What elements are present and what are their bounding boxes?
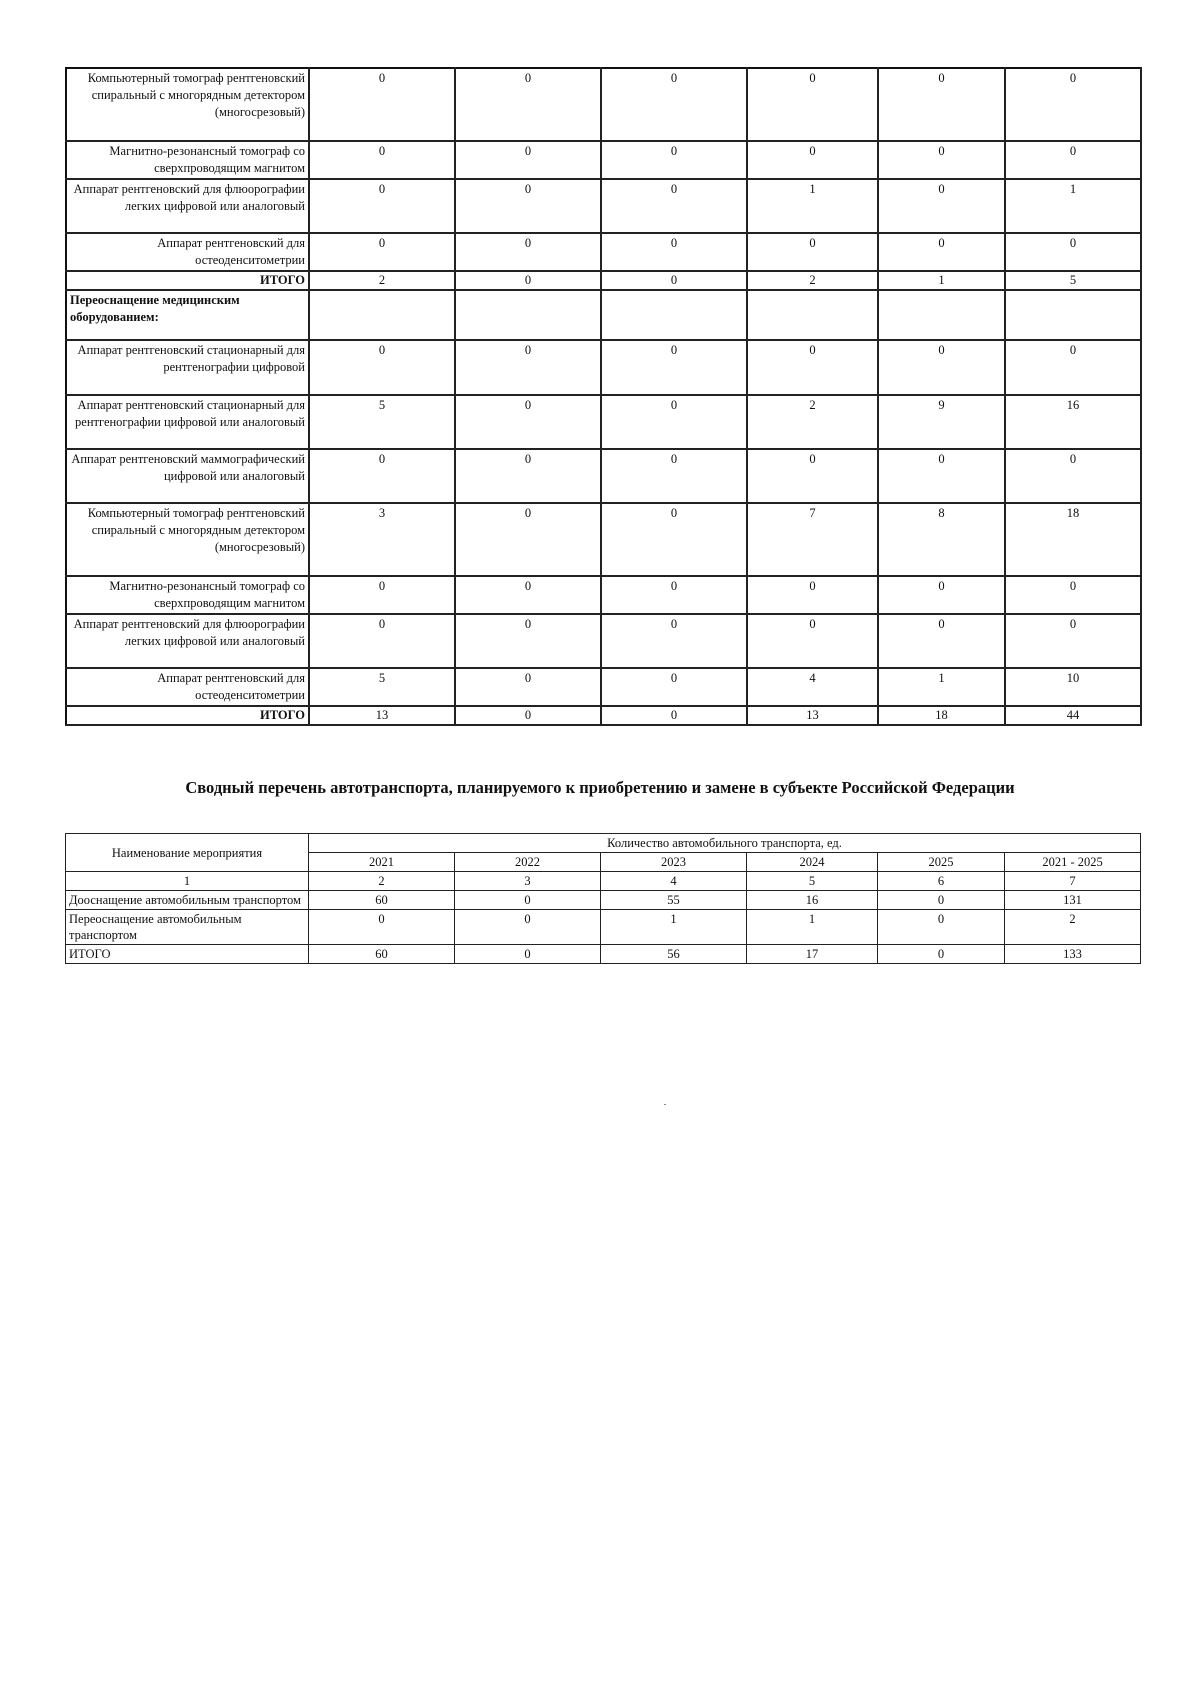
value-cell: 0 — [601, 614, 747, 668]
scan-speck — [664, 1104, 666, 1105]
row-label-cell: ИТОГО — [66, 271, 309, 290]
auto-column-numbers-row — [66, 872, 1141, 891]
value-cell: 0 — [878, 68, 1005, 141]
year-header-cell: 2024 — [747, 853, 878, 872]
value-cell: 16 — [1005, 395, 1141, 449]
year-header-cell: 2023 — [601, 853, 747, 872]
table-row — [66, 891, 1141, 910]
auto-transport-table — [65, 833, 1141, 964]
value-cell: 0 — [455, 945, 601, 964]
value-cell: 0 — [747, 340, 878, 395]
auto-header-row — [66, 834, 1141, 853]
table-row — [66, 395, 1141, 449]
column-number-cell: 2 — [309, 872, 455, 891]
value-cell — [878, 290, 1005, 340]
value-cell: 1 — [878, 668, 1005, 706]
value-cell: 0 — [309, 68, 455, 141]
year-header-cell: 2021 — [309, 853, 455, 872]
value-cell: 9 — [878, 395, 1005, 449]
row-label-cell: Переоснащение автомобильным транспортом — [66, 910, 309, 945]
value-cell: 4 — [747, 668, 878, 706]
row-label-cell: Аппарат рентгеновский для остеоденситометрии — [66, 668, 309, 706]
row-label-cell: ИТОГО — [66, 945, 309, 964]
value-cell: 60 — [309, 891, 455, 910]
value-cell: 0 — [1005, 233, 1141, 271]
table-row — [66, 179, 1141, 233]
value-cell: 0 — [455, 179, 601, 233]
value-cell: 0 — [878, 910, 1005, 945]
table-row — [66, 233, 1141, 271]
value-cell: 0 — [455, 141, 601, 179]
table-row — [66, 68, 1141, 141]
value-cell: 0 — [1005, 68, 1141, 141]
value-cell: 0 — [1005, 449, 1141, 503]
value-cell: 0 — [1005, 340, 1141, 395]
value-cell: 13 — [747, 706, 878, 725]
value-cell: 0 — [309, 576, 455, 614]
value-cell: 0 — [747, 233, 878, 271]
value-cell: 55 — [601, 891, 747, 910]
table-row — [66, 340, 1141, 395]
value-cell: 0 — [747, 141, 878, 179]
column-number-cell: 1 — [66, 872, 309, 891]
value-cell: 3 — [309, 503, 455, 576]
total-row — [66, 271, 1141, 290]
value-cell: 2 — [1005, 910, 1141, 945]
total-row — [66, 706, 1141, 725]
value-cell — [747, 290, 878, 340]
row-label-cell: Аппарат рентгеновский для флюорографии легких цифровой или аналоговый — [66, 179, 309, 233]
value-cell: 0 — [601, 141, 747, 179]
value-cell: 131 — [1005, 891, 1141, 910]
value-cell — [455, 290, 601, 340]
value-cell: 0 — [878, 614, 1005, 668]
value-cell: 0 — [309, 233, 455, 271]
value-cell: 13 — [309, 706, 455, 725]
row-label-cell: Компьютерный томограф рентгеновский спиральный с многорядным детектором (многосрезовый) — [66, 503, 309, 576]
value-cell: 0 — [455, 910, 601, 945]
table-row — [66, 910, 1141, 945]
value-cell: 2 — [747, 395, 878, 449]
value-cell: 60 — [309, 945, 455, 964]
value-cell: 0 — [601, 706, 747, 725]
value-cell: 10 — [1005, 668, 1141, 706]
value-cell: 1 — [747, 910, 878, 945]
value-cell: 0 — [1005, 614, 1141, 668]
table-row — [66, 141, 1141, 179]
value-cell — [309, 290, 455, 340]
auto-table-body — [66, 891, 1141, 964]
table-row — [66, 449, 1141, 503]
total-row — [66, 945, 1141, 964]
value-cell: 1 — [747, 179, 878, 233]
value-cell: 0 — [309, 449, 455, 503]
value-cell: 2 — [747, 271, 878, 290]
equipment-table-body — [66, 68, 1141, 725]
value-cell: 7 — [747, 503, 878, 576]
column-number-cell: 6 — [878, 872, 1005, 891]
value-cell: 5 — [309, 395, 455, 449]
year-header-cell: 2022 — [455, 853, 601, 872]
value-cell: 16 — [747, 891, 878, 910]
column-number-cell: 4 — [601, 872, 747, 891]
value-cell — [1005, 290, 1141, 340]
value-cell: 133 — [1005, 945, 1141, 964]
value-cell: 0 — [455, 449, 601, 503]
row-label-cell: Компьютерный томограф рентгеновский спиральный с многорядным детектором (многосрезовый) — [66, 68, 309, 141]
value-cell: 0 — [747, 68, 878, 141]
equipment-table — [65, 67, 1142, 726]
value-cell: 0 — [601, 179, 747, 233]
row-label-cell: Магнитно-резонансный томограф со сверхпроводящим магнитом — [66, 141, 309, 179]
row-label-cell: Переоснащение медицинским оборудованием: — [66, 290, 309, 340]
row-label-cell: Аппарат рентгеновский маммографический цифровой или аналоговый — [66, 449, 309, 503]
year-header-cell: 2021 - 2025 — [1005, 853, 1141, 872]
section-row — [66, 290, 1141, 340]
value-cell: 0 — [309, 141, 455, 179]
header-name-cell: Наименование мероприятия — [66, 834, 309, 872]
column-number-cell: 3 — [455, 872, 601, 891]
value-cell: 1 — [1005, 179, 1141, 233]
value-cell: 5 — [309, 668, 455, 706]
auto-section-title: Сводный перечень автотранспорта, планируемого к приобретению и замене в субъекте Российской Федерации — [185, 778, 1015, 797]
row-label-cell: Дооснащение автомобильным транспортом — [66, 891, 309, 910]
value-cell: 0 — [601, 668, 747, 706]
value-cell: 0 — [601, 271, 747, 290]
value-cell: 1 — [601, 910, 747, 945]
table-row — [66, 503, 1141, 576]
value-cell: 0 — [747, 576, 878, 614]
value-cell: 0 — [878, 179, 1005, 233]
value-cell: 5 — [1005, 271, 1141, 290]
row-label-cell: Магнитно-резонансный томограф со сверхпроводящим магнитом — [66, 576, 309, 614]
value-cell: 8 — [878, 503, 1005, 576]
value-cell: 0 — [455, 503, 601, 576]
value-cell: 0 — [601, 233, 747, 271]
value-cell: 0 — [747, 449, 878, 503]
column-number-cell: 7 — [1005, 872, 1141, 891]
row-label-cell: Аппарат рентгеновский стационарный для рентгенографии цифровой или аналоговый — [66, 395, 309, 449]
value-cell: 0 — [601, 449, 747, 503]
table-row — [66, 668, 1141, 706]
value-cell: 0 — [878, 141, 1005, 179]
value-cell: 0 — [601, 576, 747, 614]
value-cell: 0 — [1005, 576, 1141, 614]
value-cell: 0 — [1005, 141, 1141, 179]
value-cell: 0 — [455, 891, 601, 910]
value-cell: 44 — [1005, 706, 1141, 725]
value-cell: 0 — [309, 910, 455, 945]
value-cell: 0 — [455, 233, 601, 271]
value-cell: 0 — [878, 340, 1005, 395]
value-cell: 0 — [455, 668, 601, 706]
value-cell: 0 — [455, 271, 601, 290]
value-cell: 0 — [601, 503, 747, 576]
value-cell: 17 — [747, 945, 878, 964]
year-header-cell: 2025 — [878, 853, 1005, 872]
value-cell: 0 — [455, 68, 601, 141]
value-cell: 0 — [878, 891, 1005, 910]
table-row — [66, 576, 1141, 614]
value-cell: 0 — [747, 614, 878, 668]
value-cell: 0 — [309, 340, 455, 395]
value-cell: 0 — [455, 576, 601, 614]
header-group-cell: Количество автомобильного транспорта, ед. — [309, 834, 1141, 853]
value-cell: 0 — [601, 340, 747, 395]
row-label-cell: Аппарат рентгеновский стационарный для рентгенографии цифровой — [66, 340, 309, 395]
value-cell: 0 — [455, 706, 601, 725]
value-cell: 18 — [1005, 503, 1141, 576]
value-cell: 0 — [455, 614, 601, 668]
value-cell: 56 — [601, 945, 747, 964]
value-cell: 0 — [878, 233, 1005, 271]
value-cell: 0 — [878, 449, 1005, 503]
row-label-cell: Аппарат рентгеновский для остеоденситометрии — [66, 233, 309, 271]
value-cell: 0 — [309, 179, 455, 233]
value-cell: 18 — [878, 706, 1005, 725]
value-cell: 0 — [455, 395, 601, 449]
row-label-cell: ИТОГО — [66, 706, 309, 725]
value-cell: 0 — [309, 614, 455, 668]
value-cell: 1 — [878, 271, 1005, 290]
value-cell: 0 — [878, 576, 1005, 614]
value-cell: 0 — [601, 395, 747, 449]
value-cell: 0 — [878, 945, 1005, 964]
value-cell — [601, 290, 747, 340]
value-cell: 0 — [601, 68, 747, 141]
value-cell: 2 — [309, 271, 455, 290]
column-number-cell: 5 — [747, 872, 878, 891]
row-label-cell: Аппарат рентгеновский для флюорографии легких цифровой или аналоговый — [66, 614, 309, 668]
value-cell: 0 — [455, 340, 601, 395]
table-row — [66, 614, 1141, 668]
